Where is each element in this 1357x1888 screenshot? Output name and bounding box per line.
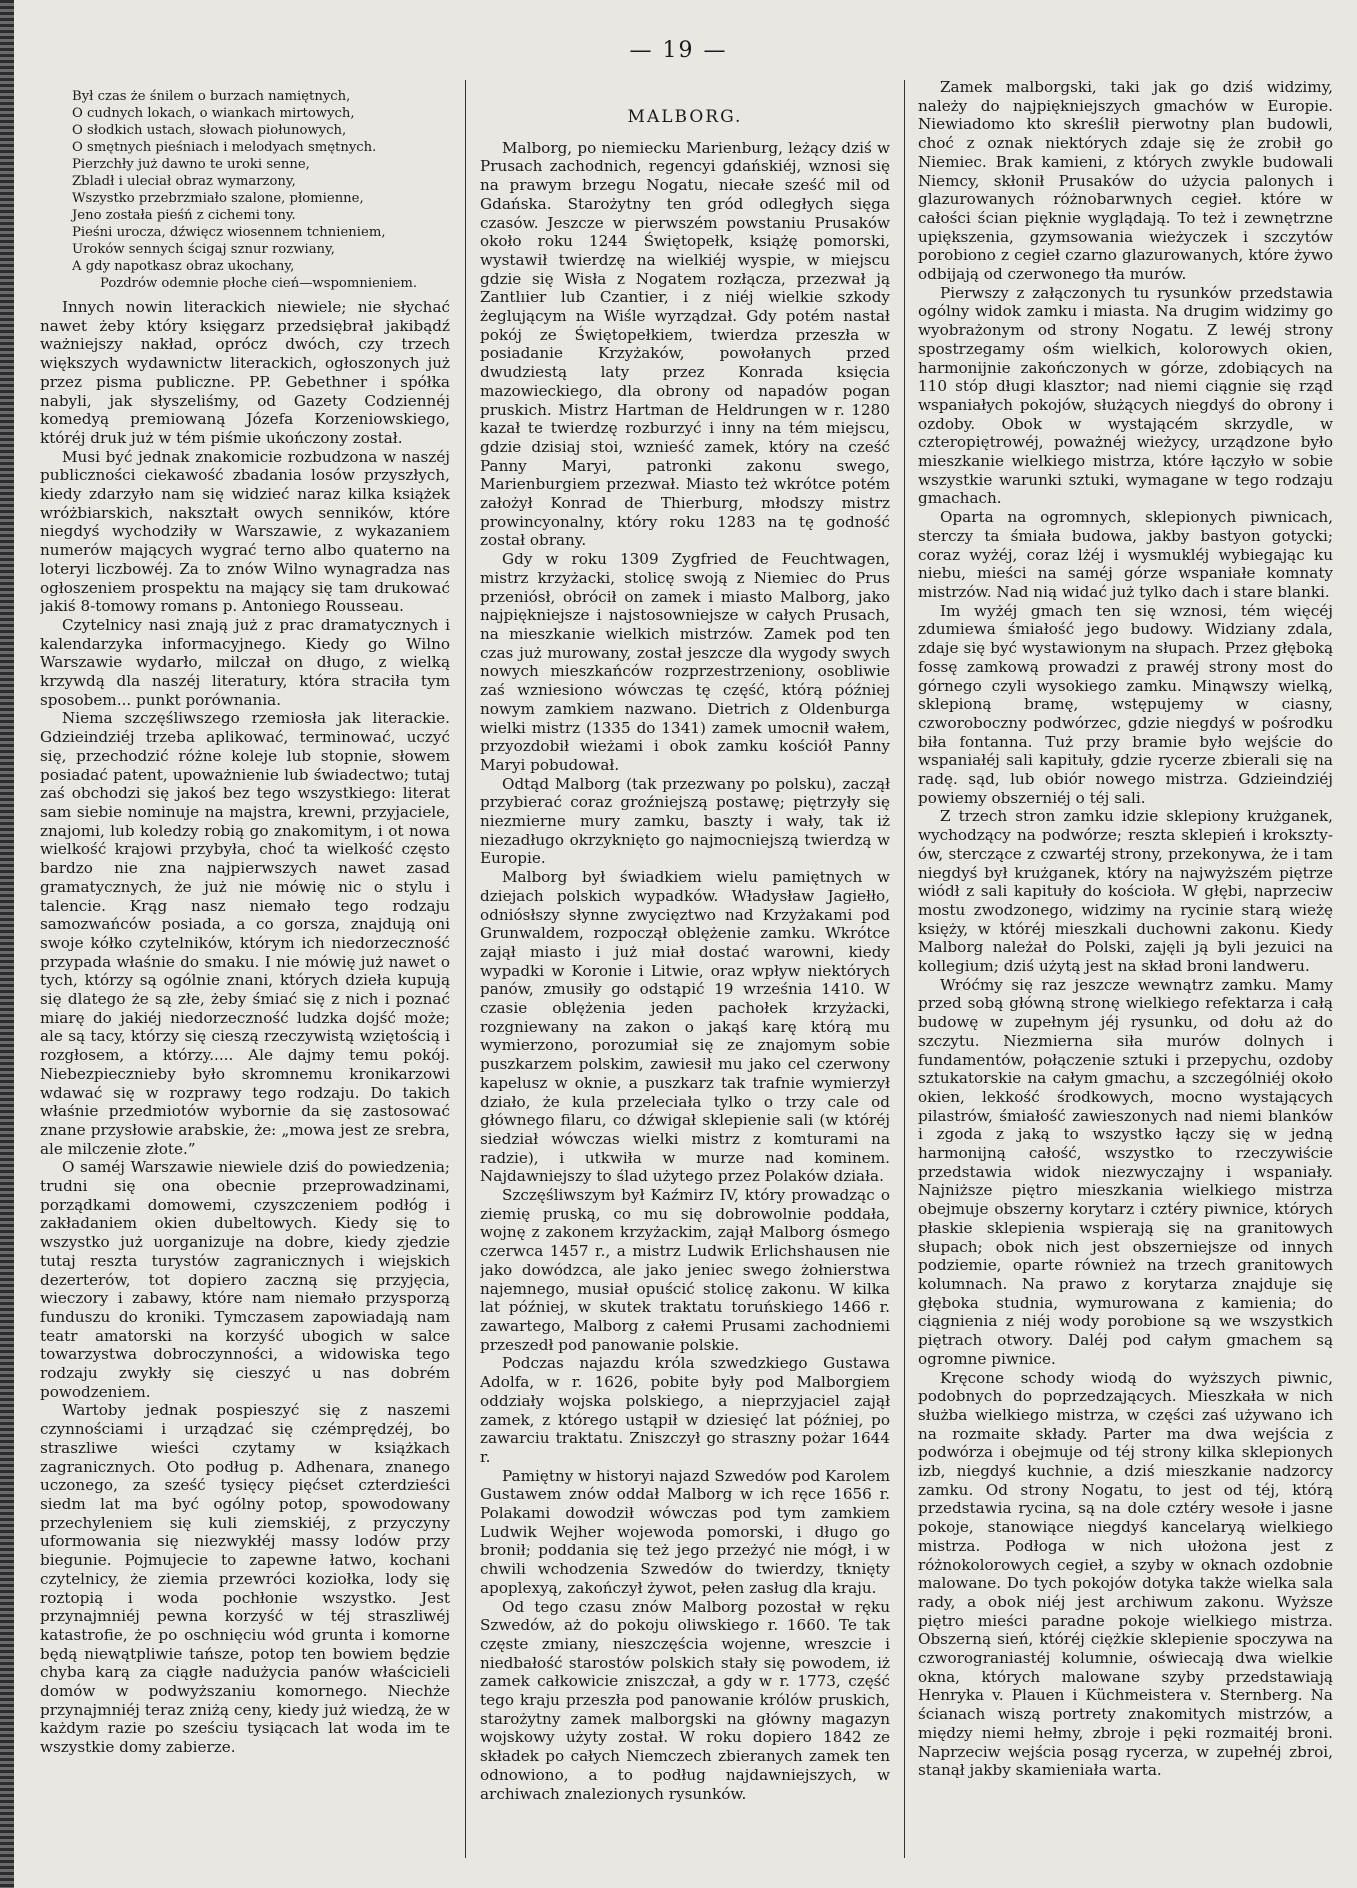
page-binding-edge xyxy=(0,0,14,1888)
poem-line: O cudnych lokach, o wiankach mirtowych, xyxy=(72,106,355,121)
poem-line: O smętnych pieśniach i melodyach smętnych. xyxy=(72,140,377,155)
poem-line: Uroków sennych ścigaj sznur rozwiany, xyxy=(72,242,335,257)
column-1 xyxy=(40,78,450,1848)
poem-line: Jeno została pieśń z cichemi tony. xyxy=(72,208,296,223)
paragraph: Odtąd Malborg (tak przezwany po polsku), zaczął przybierać coraz groźniejszą postawę; piętrzyły się niezmierne mury zamku, baszty i wały, tak iż niezadługo okrzyknięto go najmocniejszą twierdzą w Europie. xyxy=(480,774,890,868)
paragraph: Czytelnicy nasi znają już z prac dramatycznych i kalendarzyka informacyjnego. Kiedy go Wilno Warszawie wydarło, milczał on długo, z wielką krzywdą dla naszéj literatury, która straciła tym sposobem... punkt porównania. xyxy=(40,615,450,709)
poem xyxy=(72,88,450,292)
paragraph: Wróćmy się raz jeszcze wewnątrz zamku. Mamy przed sobą główną stronę wielkiego refektarza i całą budowę w zupełnym jéj rysunku, od dołu aż do szczytu. Niezmierna siła murów dolnych i fundamentów, połączenie sztuki i przepychu, ozdoby sztukatorskie na całym gmachu, a szczególniéj około okien, lekkość środkowych, mocno wystających pilastrów, śmiałość zawieszonych nad niemi blanków i zgoda z jaką to wszystko łączy się w jedną harmonijną całość, wszystko to rzeczywiście przedstawia widok niezwyczajny i wspaniały. Najniższe piętro mieszkania wielkiego mistrza obejmuje obszerny korytarz i cztéry piwnice, których płaskie sklepienia wspierają się na granitowych słupach; obok nich jest obszerniejsze od innych podziemie, oparte również na trzech granitowych kolumnach. Na prawo z korytarza znajduje się głęboka studnia, wymurowana z kamienia; do ciągnienia z niéj wody porobione są we wszystkich piętrach otwory. Daléj pod całym gmachem są ogromne piwnice. xyxy=(918,975,1333,1368)
poem-line: O słodkich ustach, słowach piołunowych, xyxy=(72,123,347,138)
paragraph: Malborg był świadkiem wielu pamiętnych w dziejach polskich wypadków. Władysław Jagiełło, odniósłszy słynne zwycięztwo nad Krzyżakami pod Grunwaldem, rozpoczął oblężenie zamku. Wkrótce zajął miasto i już miał dostać warowni, kiedy wypadki w Koronie i Litwie, oraz wpływ niektórych panów, zmusiły go odstąpić 19 września 1410. W czasie oblężenia jeden pachołek krzyżacki, rozgniewany na zakon o jakąś karę którą mu wymierzono, porozumiał się ze znajomym sobie puszkarzem polskim, zawiesił mu jako cel czerwony kapelusz w oknie, a puszkarz tak trafnie wymierzył działo, że kula przeleciała tylko o trzy cale od głównego filaru, co dźwigał sklepienie sali (w któréj siedział wówczas wielki mistrz z komturami na radzie), i utkwiła w murze nad kominem. Najdawniejszy to ślad użytego przez Polaków działa. xyxy=(480,868,890,1186)
page-number: — 19 — xyxy=(629,38,728,63)
paragraph: Z trzech stron zamku idzie sklepiony krużganek, wychodzący na podwórze; reszta sklepień i krokszty-ów, sterczące z czwartéj strony, przekonywa, że i tam niegdyś był krużganek, który na najwyższém piętrze wiódł z sali kapituły do kościoła. W głębi, naprzeciw mostu zwodzonego, widzimy na rycinie starą wieżę księży, w któréj mieszkali duchowni zakonu. Kiedy Malborg należał do Polski, zajęli ją byli jezuici na kollegium; dziś użytą jest na skład broni landweru. xyxy=(918,807,1333,976)
paragraph: Pamiętny w historyi najazd Szwedów pod Karolem Gustawem znów oddał Malborg w ich ręce 1656 r. Polakami dowodził wówczas pod tym zamkiem Ludwik Wejher wojewoda pomorski, i długo go bronił; poddania się też jego przeżyć nie mógł, i w chwili wchodzenia Szwedów do twierdzy, tknięty apoplexyą, zakończył żywot, pełen zasług dla kraju. xyxy=(480,1466,890,1597)
article-title: MALBORG. xyxy=(627,107,743,127)
poem-line: Pozdrów odemnie płoche cień—wspomnieniem. xyxy=(100,276,418,291)
paragraph: Oparta na ogromnych, sklepionych piwnicach, sterczy ta śmiała budowa, jakby bastyon gotycki; coraz wyżéj, coraz lżéj i wysmukléj wybiegając ku niebu, mieści na saméj górze wspaniałe komnaty mistrzów. Nad nią widać już tylko dach i stare blanki. xyxy=(918,508,1333,601)
column-3 xyxy=(918,78,1333,1848)
paragraph: Niema szczęśliwszego rzemiosła jak literackie. Gdzieindziéj trzeba aplikować, terminować, uczyć się, przechodzić różne koleje lub stopnie, słowem posiadać patent, upoważnienie lub świadectwo; tutaj zaś obchodzi się jakoś bez tego wszystkiego: literat sam siebie nominuje na majstra, krewni, przyjaciele, znajomi, lub koledzy robią go znakomitym, i ot nowa wielkość krajowi przybyła, choć ta wielkość często bardzo nie zna najpierwszych nawet zasad gramatycznych, że już nie mówię nic o stylu i talencie. Krąg nasz niemało tego rodzaju samozwańców posiada, a co gorsza, znajdują oni swoje kółko czytelników, którym ich niedorzeczność przypada właśnie do smaku. I nie mówię już nawet o tych, którzy są ogólnie znani, których dzieła kupują się dlatego że są złe, żeby śmiać się z nich i poznać miarę do jakiéj niedorzeczność ludzka dojść może; ale są tacy, którzy się cieszą rzeczywistą wziętością i rozgłosem, a którzy..... Ale dajmy temu pokój. Niebezpiecznieby było skromnemu kronikarzowi wdawać się w rozprawy tego rodzaju. Do takich właśnie przedmiotów wybornie da się zastosować znane przysłowie arabskie, że: „mowa jest ze srebra, ale milczenie złote.” xyxy=(40,709,450,1158)
poem-line: Pierzchły już dawno te uroki senne, xyxy=(72,157,310,172)
paragraph: Od tego czasu znów Malborg pozostał w ręku Szwedów, aż do pokoju oliwskiego r. 1660. Te tak częste zmiany, nieszczęścia wojenne, wreszcie i niedbałość starostów polskich stały się powodem, iż zamek całkowicie zniszczał, a gdy w r. 1773, część tego kraju przeszła pod panowanie królów pruskich, starożytny zamek malborgski na główny magazyn wojskowy użyty został. W roku dopiero 1842 ze składek po całych Niemczech zbieranych zamek ten odnowiono, a to podług najdawniejszych, w archiwach znalezionych rysunków. xyxy=(480,1597,890,1803)
paragraph: Wartoby jednak pospieszyć się z naszemi czynnościami i urządzać się czémprędzéj, bo straszliwe wieści czytamy w książkach zagranicznych. Oto podług p. Adhenara, znanego uczonego, za sześć tysięcy pięćset czterdzieści siedm lat ma być ogólny potop, spowodowany przechyleniem się kuli ziemskiéj, z przyczyny uformowania się niezwykłéj massy lodów przy biegunie. Pojmujecie to zapewne łatwo, kochani czytelnicy, że ziemia przewróci koziołka, lody się roztopią i woda pochłonie wszystko. Jest przynajmniéj pewna korzyść w téj straszliwéj katastrofie, że po oschnięciu wód grunta i komorne będą niewątpliwie tańsze, potop ten bowiem będzie chyba karą za ciągłe nadużycia panów właścicieli domów w podwyższaniu komornego. Niechże przynajmniéj teraz zniżą ceny, kiedy już wiedzą, że w każdym razie po sześciu tysiącach lat woda im te wszystkie domy zabierze. xyxy=(40,1401,450,1757)
paragraph: Musi być jednak znakomicie rozbudzona w naszéj publiczności ciekawość zbadania losów przyszłych, kiedy zdarzyło nam się widzieć naraz kilka książek wróżbiarskich, nakształt owych senników, które niegdyś wychodziły w Warszawie, z wykazaniem numerów mających wygrać terno albo quaterno na loteryi liczbowéj. Za to znów Wilno wynagradza nas ogłoszeniem prospektu na mający się tam drukować jakiś 8-tomowy romans p. Antoniego Rousseau. xyxy=(40,447,450,616)
paragraph: Podczas najazdu króla szwedzkiego Gustawa Adolfa, w r. 1626, pobite były pod Malborgiem oddziały wojska polskiego, a nieprzyjaciel zajął zamek, z którego ustąpił w dziesięć lat później, po zawarciu traktatu. Zniszczył go straszny pożar 1644 r. xyxy=(480,1354,890,1466)
poem-line: A gdy napotkasz obraz ukochany, xyxy=(72,259,295,274)
paragraph: Malborg, po niemiecku Marienburg, leżący dziś w Prusach zachodnich, regencyi gdańskiéj, wznosi się na prawym brzegu Nogatu, niecałe sześć mil od Gdańska. Starożytny ten gród odległych sięga czasów. Jeszcze w pierwszém powstaniu Prusaków około roku 1244 Świętopełk, książę pomorski, wystawił twierdzę na wielkiéj wyspie, w miejscu gdzie się Wisła z Nogatem rozłącza, przezwał ją Zantlıier lub Czantier, i z niéj wielkie szkody żeglującym na Wiśle wyrządzał. Gdy potém nastał pokój ze Świętopełkiem, twierdza przeszła w posiadanie Krzyżaków, powołanych przed dwudziestą laty przez Konrada księcia mazowieckiego, dla obrony od napadów pogan pruskich. Mistrz Hartman de Heldrungen w r. 1280 kazał te twierdzę rozburzyć i inny na tém miejscu, gdzie dzisiaj stoi, wznieść zamek, który na cześć Panny Maryi, patronki zakonu swego, Marienburgiem przezwał. Miasto też wkrótce potém założył Konrad de Thierburg, młodszy mistrz prowincyonalny, który roku 1283 na tę godność został obrany. xyxy=(480,138,890,550)
column-rule xyxy=(465,80,466,1858)
paragraph: Zamek malborgski, taki jak go dziś widzimy, należy do najpiękniejszych gmachów w Europie. Niewiadomo kto skreślił pierwotny plan budowli, choć z oznak niektórych zdaje się że zrobił go Niemiec. Brak kamieni, z których zwykle budowali Niemcy, skłonił Prusaków do użycia palonych i glazurowanych różnobarwnych cegieł. które w całości ścian pięknie wyglądają. To też i zewnętrzne upiększenia, gzymsowania wieżyczek i szczytów porobiono z cegieł czarno glazurowanych, które żywo odbijają od czerwonego tła murów. xyxy=(918,78,1333,284)
paragraph: Gdy w roku 1309 Zygfried de Feuchtwagen, mistrz krzyżacki, stolicę swoją z Niemiec do Prus przeniósł, obrócił on zamek i miasto Malborg, jako najpiękniejsze i najstosowniejsze w całych Prusach, na mieszkanie wielkich mistrzów. Zamek pod ten czas już murowany, został jeszcze dla wygody swych nowych mieszkańców rozprzestrzeniony, osobliwie zaś wzniesiono wówczas tę część, którą później nowym zamkiem nazwano. Dietrich z Oldenburga wielki mistrz (1335 do 1341) zamek umocnił wałem, przyozdobił wieżami i obok zamku kościół Panny Maryi pobudował. xyxy=(480,550,890,774)
column-rule xyxy=(904,80,905,1858)
paragraph: Szczęśliwszym był Kaźmirz IV, który prowadząc o ziemię pruską, co mu się dobrowolnie poddała, wojnę z zakonem krzyżackim, zajął Malborg ósmego czerwca 1457 r., a mistrz Ludwik Erlichshausen nie jako dowódzca, ale jako jeniec swego żołnierstwa najemnego, musiał opuścić stolicę zakonu. W kilka lat później, w skutek traktatu toruńskiego 1466 r. zawartego, Malborg z całemi Prusami zachodniemi przeszedł pod panowanie polskie. xyxy=(480,1186,890,1354)
paragraph: Pierwszy z załączonych tu rysunków przedstawia ogólny widok zamku i miasta. Na drugim widzimy go wyobrażonym od strony Nogatu. Z lewéj strony spostrzegamy ośm wielkich, kolorowych okien, harmonijnie zakończonych w górze, zdobiących na 110 stóp długi klasztor; nad niemi ciągnie się rząd wspaniałych pokojów, służących niegdyś do obrony i ozdoby. Obok w wystającém skrzydle, w czteropiętrowéj, poważnéj wieżycy, urządzone było mieszkanie wielkiego mistrza, które łączyło w sobie wszystkie warunki sztuki, wymagane w tego rodzaju gmachach. xyxy=(918,283,1333,508)
paragraph: Innych nowin literackich niewiele; nie słychać nawet żeby który księgarz przedsiębrał jakibądź ważniejszy nakład, oprócz dwóch, czy trzech większych wydawnictw literackich, ogłoszonych już przez pisma publiczne. PP. Gebethner i spółka nabyli, jak słyszeliśmy, od Gazety Codziennéj komedyą premiowaną Józefa Korzeniowskiego, któréj druk już w tém piśmie ukończony został. xyxy=(40,298,450,447)
paragraph: Im wyżéj gmach ten się wznosi, tém więcéj zdumiewa śmiałość jego budowy. Widziany zdala, zdaje się być wystawionym na słupach. Przez głęboką fossę zamkową prowadzi z prawéj strony most do górnego czyli wysokiego zamku. Minąwszy wielką, sklepioną bramę, wstępujemy w ciasny, czworoboczny podwórzec, gdzie niegdyś w pośrodku biła fontanna. Tuż przy bramie było wejście do wspaniałéj sali kapituły, gdzie rycerze zbierali się na radę. sąd, lub obiór nowego mistrza. Gdzieindziéj powiemy obszerniéj o téj sali. xyxy=(918,601,1333,807)
poem-line: Zbladł i uleciał obraz wymarzony, xyxy=(72,174,296,189)
paragraph: O saméj Warszawie niewiele dziś do powiedzenia; trudni się ona obecnie przeprowadzinami, porządkami domowemi, czyszczeniem podłóg i zakładaniem okien dubeltowych. Kiedy się to wszystko już uorganizuje na dobre, kiedy zjedzie tutaj reszta turystów zagranicznych i wiejskich dezerterów, tot dopiero zaczną się przyjęcia, wieczory i zabawy, które nam niemało przysporzą funduszu do kroniki. Tymczasem zapowiadają nam teatr amatorski na korzyść ubogich w salce towarzystwa dobroczynności, a widowiska tego rodzaju zwykły się cieszyć u nas dobrém powodzeniem. xyxy=(40,1158,450,1401)
poem-line: Wszystko przebrzmiało szalone, płomienne, xyxy=(72,191,364,206)
column-2 xyxy=(480,78,890,1848)
poem-line: Pieśni urocza, dźwięcz wiosennem tchnieniem, xyxy=(72,225,386,240)
paragraph: Kręcone schody wiodą do wyższych piwnic, podobnych do poprzedzających. Mieszkała w nich służba wielkiego mistrza, w części zaś używano ich na rozmaite składy. Parter ma dwa wejścia z podwórza i obejmuje od téj strony kilka sklepionych izb, niegdyś kuchnie, a dziś mieszkanie nadzorcy zamku. Od strony Nogatu, to jest od téj, którą przedstawia rycina, są na dole cztéry wesołe i jasne pokoje, stanowiące niegdyś kancelaryą wielkiego mistrza. Podłoga w nich ułożona jest z różnokolorowych cegieł, a szyby w oknach ozdobnie malowane. Do tych pokojów dotyka także wielka sala rady, a obok niéj jest archiwum zakonu. Wyższe piętro mieści paradne pokoje wielkiego mistrza. Obszerną sień, któréj ciężkie sklepienie spoczywa na czworograniastéj kolumnie, oświecają dwa wielkie okna, których malowane szyby przedstawiają Henryka v. Plauen i Küchmeistera v. Sternberg. Na ścianach wiszą portrety znakomitych mistrzów, a między niemi hełmy, zbroje i pęki rozmaitéj broni. Naprzeciw wejścia posąg rycerza, w zupełnéj zbroi, stanął jakby skamieniała warta. xyxy=(918,1368,1333,1780)
poem-line: Był czas że śnilem o burzach namiętnych, xyxy=(72,89,351,104)
